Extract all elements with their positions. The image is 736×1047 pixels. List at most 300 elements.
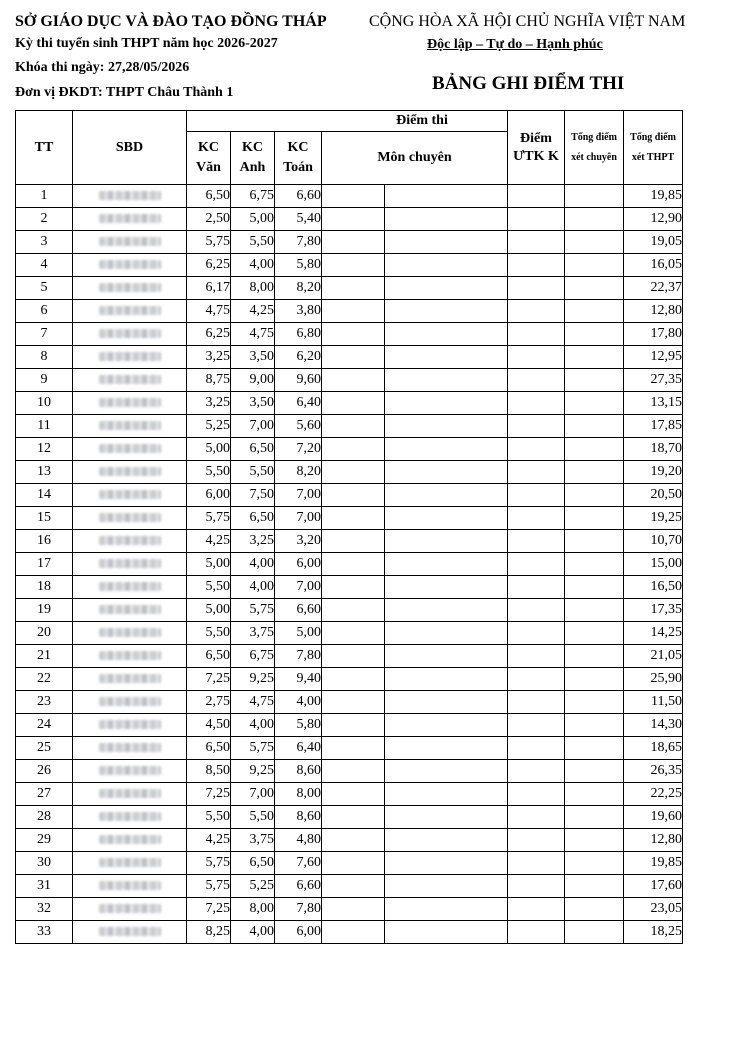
row-van: 6,00 <box>187 484 231 507</box>
row-tt: 4 <box>16 254 73 277</box>
redacted-sbd <box>99 375 161 384</box>
row-sbd <box>73 185 187 208</box>
redacted-sbd <box>99 398 161 407</box>
row-tong-thpt: 19,05 <box>624 231 683 254</box>
row-tt: 29 <box>16 829 73 852</box>
row-mon-chuyen-2 <box>385 438 508 461</box>
row-mon-chuyen-2 <box>385 553 508 576</box>
row-mon-chuyen-2 <box>385 254 508 277</box>
row-van: 7,25 <box>187 898 231 921</box>
row-tong-chuyen <box>565 530 624 553</box>
row-tt: 25 <box>16 737 73 760</box>
row-tong-chuyen <box>565 668 624 691</box>
row-sbd <box>73 737 187 760</box>
row-tong-thpt: 27,35 <box>624 369 683 392</box>
row-utkk <box>508 461 565 484</box>
row-van: 3,25 <box>187 392 231 415</box>
row-tong-chuyen <box>565 300 624 323</box>
row-utkk <box>508 668 565 691</box>
row-mon-chuyen-1 <box>322 576 385 599</box>
row-tong-chuyen <box>565 277 624 300</box>
row-tong-chuyen <box>565 576 624 599</box>
row-mon-chuyen-2 <box>385 622 508 645</box>
row-mon-chuyen-1 <box>322 254 385 277</box>
row-toan: 6,80 <box>275 323 322 346</box>
redacted-sbd <box>99 812 161 821</box>
row-tt: 30 <box>16 852 73 875</box>
row-tong-thpt: 19,85 <box>624 852 683 875</box>
row-anh: 5,50 <box>231 806 275 829</box>
row-tong-chuyen <box>565 323 624 346</box>
row-tt: 24 <box>16 714 73 737</box>
row-tong-thpt: 18,65 <box>624 737 683 760</box>
row-tt: 20 <box>16 622 73 645</box>
header-utkk: Điểm ƯTK K <box>508 111 565 185</box>
row-mon-chuyen-2 <box>385 346 508 369</box>
row-sbd <box>73 852 187 875</box>
row-van: 4,25 <box>187 530 231 553</box>
row-toan: 6,20 <box>275 346 322 369</box>
row-mon-chuyen-2 <box>385 829 508 852</box>
row-mon-chuyen-2 <box>385 461 508 484</box>
row-tong-thpt: 17,60 <box>624 875 683 898</box>
row-mon-chuyen-1 <box>322 760 385 783</box>
row-toan: 7,20 <box>275 438 322 461</box>
row-anh: 6,75 <box>231 185 275 208</box>
row-tt: 23 <box>16 691 73 714</box>
row-anh: 4,25 <box>231 300 275 323</box>
row-anh: 9,00 <box>231 369 275 392</box>
row-utkk <box>508 898 565 921</box>
row-mon-chuyen-2 <box>385 231 508 254</box>
row-tong-thpt: 13,15 <box>624 392 683 415</box>
row-toan: 5,80 <box>275 714 322 737</box>
row-sbd <box>73 668 187 691</box>
row-mon-chuyen-1 <box>322 622 385 645</box>
row-mon-chuyen-2 <box>385 484 508 507</box>
row-toan: 7,60 <box>275 852 322 875</box>
row-tong-chuyen <box>565 208 624 231</box>
row-mon-chuyen-2 <box>385 875 508 898</box>
row-tt: 14 <box>16 484 73 507</box>
row-sbd <box>73 346 187 369</box>
row-tong-thpt: 12,95 <box>624 346 683 369</box>
row-van: 5,25 <box>187 415 231 438</box>
row-van: 5,50 <box>187 576 231 599</box>
redacted-sbd <box>99 720 161 729</box>
row-utkk <box>508 576 565 599</box>
redacted-sbd <box>99 904 161 913</box>
row-toan: 8,60 <box>275 806 322 829</box>
row-mon-chuyen-2 <box>385 369 508 392</box>
row-sbd <box>73 806 187 829</box>
row-tong-thpt: 19,25 <box>624 507 683 530</box>
row-tt: 2 <box>16 208 73 231</box>
redacted-sbd <box>99 329 161 338</box>
row-van: 8,50 <box>187 760 231 783</box>
row-utkk <box>508 208 565 231</box>
row-tong-chuyen <box>565 806 624 829</box>
row-utkk <box>508 875 565 898</box>
row-tt: 22 <box>16 668 73 691</box>
row-tong-thpt: 25,90 <box>624 668 683 691</box>
row-toan: 6,40 <box>275 737 322 760</box>
exam-name: Kỳ thi tuyển sinh THPT năm học 2026-2027 <box>15 36 278 51</box>
header-tong-chuyen: Tổng điểm xét chuyên <box>565 111 624 185</box>
row-tong-thpt: 19,20 <box>624 461 683 484</box>
row-toan: 5,00 <box>275 622 322 645</box>
row-van: 2,50 <box>187 208 231 231</box>
row-toan: 8,20 <box>275 277 322 300</box>
row-utkk <box>508 691 565 714</box>
table-row <box>16 576 683 599</box>
row-tong-thpt: 19,60 <box>624 806 683 829</box>
row-toan: 3,80 <box>275 300 322 323</box>
row-anh: 3,50 <box>231 392 275 415</box>
header-toan: KC Toán <box>275 132 322 185</box>
table-row <box>16 530 683 553</box>
row-van: 8,75 <box>187 369 231 392</box>
row-tong-chuyen <box>565 346 624 369</box>
row-sbd <box>73 783 187 806</box>
table-row <box>16 783 683 806</box>
row-anh: 4,00 <box>231 714 275 737</box>
redacted-sbd <box>99 674 161 683</box>
row-tt: 18 <box>16 576 73 599</box>
row-van: 5,50 <box>187 461 231 484</box>
row-toan: 4,80 <box>275 829 322 852</box>
table-row <box>16 553 683 576</box>
redacted-sbd <box>99 743 161 752</box>
row-van: 5,75 <box>187 852 231 875</box>
row-tt: 26 <box>16 760 73 783</box>
row-tt: 15 <box>16 507 73 530</box>
row-van: 6,50 <box>187 645 231 668</box>
row-tt: 3 <box>16 231 73 254</box>
row-tong-chuyen <box>565 461 624 484</box>
row-sbd <box>73 277 187 300</box>
row-utkk <box>508 484 565 507</box>
row-toan: 5,80 <box>275 254 322 277</box>
row-sbd <box>73 300 187 323</box>
row-sbd <box>73 507 187 530</box>
row-toan: 6,60 <box>275 599 322 622</box>
row-mon-chuyen-2 <box>385 507 508 530</box>
redacted-sbd <box>99 858 161 867</box>
row-tong-chuyen <box>565 254 624 277</box>
row-sbd <box>73 208 187 231</box>
row-tong-thpt: 16,50 <box>624 576 683 599</box>
row-utkk <box>508 392 565 415</box>
row-mon-chuyen-1 <box>322 461 385 484</box>
redacted-sbd <box>99 490 161 499</box>
redacted-sbd <box>99 605 161 614</box>
row-anh: 5,25 <box>231 875 275 898</box>
row-utkk <box>508 553 565 576</box>
row-tong-thpt: 17,35 <box>624 599 683 622</box>
table-row <box>16 507 683 530</box>
header-van: KC Văn <box>187 132 231 185</box>
row-tong-thpt: 11,50 <box>624 691 683 714</box>
row-mon-chuyen-1 <box>322 530 385 553</box>
table-row <box>16 392 683 415</box>
row-tt: 17 <box>16 553 73 576</box>
table-row <box>16 668 683 691</box>
redacted-sbd <box>99 835 161 844</box>
redacted-sbd <box>99 352 161 361</box>
row-sbd <box>73 484 187 507</box>
row-van: 6,25 <box>187 254 231 277</box>
row-sbd <box>73 622 187 645</box>
row-tong-chuyen <box>565 622 624 645</box>
row-tong-thpt: 12,90 <box>624 208 683 231</box>
row-mon-chuyen-2 <box>385 645 508 668</box>
row-mon-chuyen-1 <box>322 300 385 323</box>
redacted-sbd <box>99 237 161 246</box>
row-toan: 6,60 <box>275 875 322 898</box>
row-anh: 9,25 <box>231 760 275 783</box>
row-anh: 4,75 <box>231 691 275 714</box>
row-tong-chuyen <box>565 898 624 921</box>
header-diem-thi: Điểm thi <box>187 111 508 132</box>
redacted-sbd <box>99 283 161 292</box>
row-mon-chuyen-1 <box>322 369 385 392</box>
row-van: 7,25 <box>187 783 231 806</box>
row-tong-chuyen <box>565 438 624 461</box>
row-sbd <box>73 530 187 553</box>
row-tt: 10 <box>16 392 73 415</box>
row-van: 7,25 <box>187 668 231 691</box>
row-utkk <box>508 254 565 277</box>
row-utkk <box>508 599 565 622</box>
row-van: 5,75 <box>187 875 231 898</box>
row-tong-chuyen <box>565 484 624 507</box>
registration-unit: Đơn vị ĐKDT: THPT Châu Thành 1 <box>15 85 234 100</box>
row-tt: 6 <box>16 300 73 323</box>
row-mon-chuyen-1 <box>322 852 385 875</box>
header-tong-thpt: Tổng điểm xét THPT <box>624 111 683 185</box>
redacted-sbd <box>99 444 161 453</box>
row-tong-chuyen <box>565 645 624 668</box>
row-tt: 8 <box>16 346 73 369</box>
row-tong-thpt: 23,05 <box>624 898 683 921</box>
row-van: 8,25 <box>187 921 231 944</box>
row-sbd <box>73 553 187 576</box>
row-anh: 6,50 <box>231 507 275 530</box>
table-row <box>16 300 683 323</box>
row-toan: 8,00 <box>275 783 322 806</box>
row-tt: 32 <box>16 898 73 921</box>
header-anh: KC Anh <box>231 132 275 185</box>
row-van: 4,50 <box>187 714 231 737</box>
table-row <box>16 208 683 231</box>
row-tong-chuyen <box>565 553 624 576</box>
header-mon-chuyen: Môn chuyên <box>322 132 508 185</box>
row-utkk <box>508 277 565 300</box>
row-van: 5,50 <box>187 622 231 645</box>
row-sbd <box>73 415 187 438</box>
row-anh: 8,00 <box>231 898 275 921</box>
row-toan: 9,60 <box>275 369 322 392</box>
row-van: 3,25 <box>187 346 231 369</box>
row-mon-chuyen-2 <box>385 208 508 231</box>
table-row <box>16 806 683 829</box>
row-mon-chuyen-2 <box>385 576 508 599</box>
row-utkk <box>508 760 565 783</box>
row-anh: 3,50 <box>231 346 275 369</box>
row-tt: 27 <box>16 783 73 806</box>
row-toan: 7,00 <box>275 484 322 507</box>
row-tt: 1 <box>16 185 73 208</box>
row-van: 6,17 <box>187 277 231 300</box>
row-anh: 7,00 <box>231 783 275 806</box>
row-mon-chuyen-1 <box>322 829 385 852</box>
row-toan: 6,00 <box>275 553 322 576</box>
row-anh: 8,00 <box>231 277 275 300</box>
row-sbd <box>73 760 187 783</box>
row-tong-thpt: 12,80 <box>624 829 683 852</box>
row-toan: 6,00 <box>275 921 322 944</box>
row-tong-chuyen <box>565 783 624 806</box>
row-toan: 5,40 <box>275 208 322 231</box>
row-anh: 4,00 <box>231 553 275 576</box>
row-mon-chuyen-1 <box>322 185 385 208</box>
row-tong-thpt: 15,00 <box>624 553 683 576</box>
row-sbd <box>73 829 187 852</box>
row-tong-chuyen <box>565 714 624 737</box>
row-mon-chuyen-1 <box>322 231 385 254</box>
row-anh: 3,75 <box>231 622 275 645</box>
row-toan: 6,60 <box>275 185 322 208</box>
row-mon-chuyen-2 <box>385 185 508 208</box>
table-row <box>16 898 683 921</box>
row-utkk <box>508 507 565 530</box>
table-row <box>16 599 683 622</box>
row-utkk <box>508 783 565 806</box>
row-tong-chuyen <box>565 507 624 530</box>
row-anh: 6,75 <box>231 645 275 668</box>
row-sbd <box>73 576 187 599</box>
table-row <box>16 369 683 392</box>
row-sbd <box>73 898 187 921</box>
row-toan: 9,40 <box>275 668 322 691</box>
row-mon-chuyen-2 <box>385 691 508 714</box>
row-anh: 6,50 <box>231 852 275 875</box>
row-mon-chuyen-1 <box>322 415 385 438</box>
row-tong-thpt: 17,80 <box>624 323 683 346</box>
row-mon-chuyen-1 <box>322 691 385 714</box>
redacted-sbd <box>99 260 161 269</box>
row-mon-chuyen-2 <box>385 392 508 415</box>
row-tong-thpt: 14,25 <box>624 622 683 645</box>
table-row <box>16 484 683 507</box>
redacted-sbd <box>99 536 161 545</box>
table-row <box>16 760 683 783</box>
row-mon-chuyen-1 <box>322 599 385 622</box>
table-row <box>16 737 683 760</box>
row-anh: 3,25 <box>231 530 275 553</box>
row-sbd <box>73 438 187 461</box>
row-van: 6,50 <box>187 737 231 760</box>
row-van: 4,25 <box>187 829 231 852</box>
row-utkk <box>508 806 565 829</box>
row-tt: 19 <box>16 599 73 622</box>
header-sbd: SBD <box>73 111 187 185</box>
row-sbd <box>73 875 187 898</box>
row-mon-chuyen-1 <box>322 553 385 576</box>
row-anh: 4,00 <box>231 921 275 944</box>
redacted-sbd <box>99 697 161 706</box>
row-tt: 9 <box>16 369 73 392</box>
row-sbd <box>73 714 187 737</box>
table-row <box>16 231 683 254</box>
table-row <box>16 829 683 852</box>
row-anh: 4,00 <box>231 576 275 599</box>
row-mon-chuyen-1 <box>322 484 385 507</box>
row-tt: 16 <box>16 530 73 553</box>
row-tong-chuyen <box>565 829 624 852</box>
score-rows <box>16 185 683 944</box>
row-toan: 7,00 <box>275 576 322 599</box>
row-tong-thpt: 18,25 <box>624 921 683 944</box>
row-utkk <box>508 346 565 369</box>
row-tong-chuyen <box>565 852 624 875</box>
row-mon-chuyen-1 <box>322 208 385 231</box>
row-utkk <box>508 921 565 944</box>
row-sbd <box>73 645 187 668</box>
department-name: SỞ GIÁO DỤC VÀ ĐÀO TẠO ĐỒNG THÁP <box>15 13 327 30</box>
row-van: 5,00 <box>187 553 231 576</box>
table-row <box>16 714 683 737</box>
row-tt: 21 <box>16 645 73 668</box>
row-tt: 31 <box>16 875 73 898</box>
table-row <box>16 185 683 208</box>
table-row <box>16 415 683 438</box>
row-van: 6,25 <box>187 323 231 346</box>
row-utkk <box>508 323 565 346</box>
row-tong-thpt: 20,50 <box>624 484 683 507</box>
row-tong-thpt: 17,85 <box>624 415 683 438</box>
row-utkk <box>508 737 565 760</box>
row-mon-chuyen-1 <box>322 507 385 530</box>
row-anh: 5,50 <box>231 461 275 484</box>
row-utkk <box>508 369 565 392</box>
row-toan: 7,80 <box>275 898 322 921</box>
redacted-sbd <box>99 421 161 430</box>
row-anh: 5,75 <box>231 599 275 622</box>
score-table <box>15 110 683 944</box>
row-sbd <box>73 231 187 254</box>
row-utkk <box>508 714 565 737</box>
row-utkk <box>508 415 565 438</box>
table-row <box>16 622 683 645</box>
row-tong-chuyen <box>565 760 624 783</box>
row-mon-chuyen-2 <box>385 806 508 829</box>
header-tt: TT <box>16 111 73 185</box>
row-tong-chuyen <box>565 737 624 760</box>
row-mon-chuyen-1 <box>322 645 385 668</box>
row-mon-chuyen-2 <box>385 898 508 921</box>
row-tong-chuyen <box>565 369 624 392</box>
table-row <box>16 852 683 875</box>
row-van: 5,00 <box>187 599 231 622</box>
page-title: BẢNG GHI ĐIỂM THI <box>432 73 625 94</box>
table-row <box>16 461 683 484</box>
row-mon-chuyen-1 <box>322 346 385 369</box>
redacted-sbd <box>99 467 161 476</box>
row-mon-chuyen-1 <box>322 806 385 829</box>
country-name: CỘNG HÒA XÃ HỘI CHỦ NGHĨA VIỆT NAM <box>369 13 686 30</box>
